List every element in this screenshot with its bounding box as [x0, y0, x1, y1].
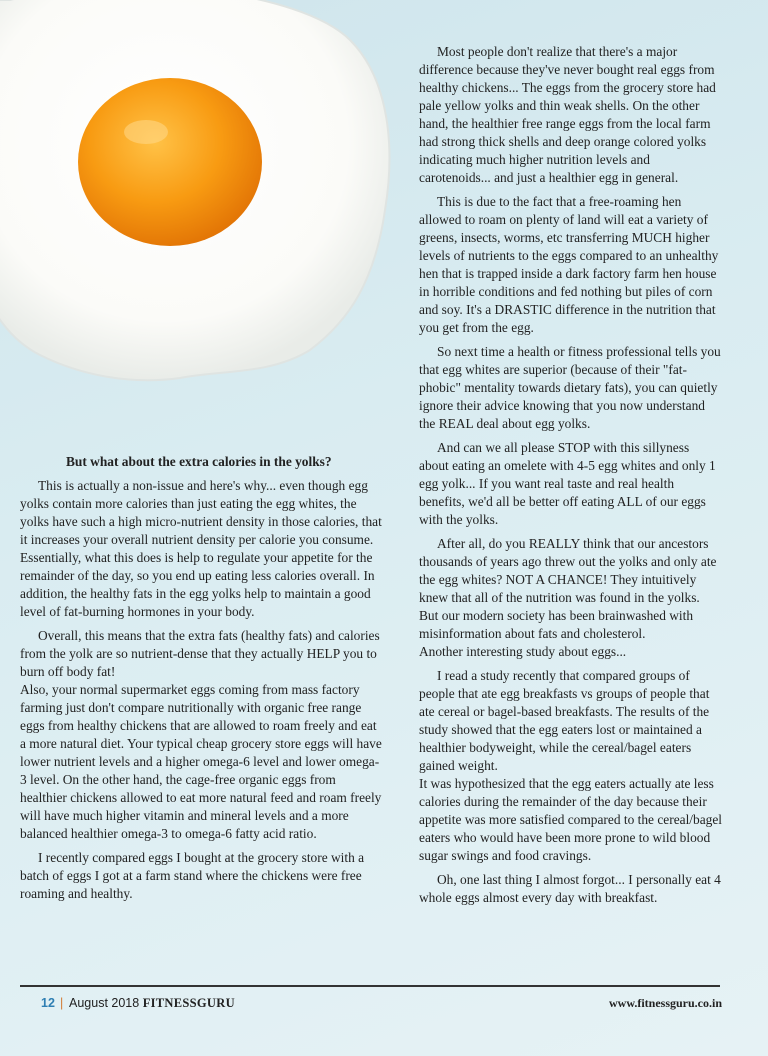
paragraph: This is due to the fact that a free-roaming hen allowed to roam on plenty of land will eat a variety of greens, insects, worms, etc transferring MUCH higher levels of nutrients to the eggs compared to an unhealthy hen that is trapped inside a dark factory farm hen house in horrible conditions and fed nothing but piles of corn and soy. It's a DRASTIC difference in the nutrition that you get from the egg. — [419, 194, 719, 335]
issue-info — [69, 996, 235, 1011]
egg-yolk — [78, 78, 262, 246]
paragraph: Overall, this means that the extra fats (healthy fats) and calories from the yolk are so nutrient-dense that they actually HELP you to burn off body fat! — [20, 628, 380, 679]
right-column — [419, 43, 722, 913]
left-column — [20, 453, 385, 909]
issue-date: August 2018 — [69, 996, 140, 1010]
paragraph: Oh, one last thing I almost forgot... I personally eat 4 whole eggs almost every day with breakfast. — [419, 872, 721, 905]
paragraph: After all, do you REALLY think that our ancestors thousands of years ago threw out the yolks and only ate the egg whites? NOT A CHANCE! They intuitively knew that all of the nutrition was found in the yolks. But our modern society has been brainwashed with misinformation about fats and cholesterol. — [419, 536, 717, 641]
subheading: Another interesting study about eggs... — [419, 644, 627, 659]
fried-egg-image — [0, 0, 410, 400]
paragraph: I recently compared eggs I bought at the grocery store with a batch of eggs I got at a farm stand where the chickens were free roaming and healthy. — [20, 850, 365, 901]
paragraph: Most people don't realize that there's a major difference because they've never bought real eggs from healthy chickens... The eggs from the grocery store had pale yellow yolks and thin weak shells. On the other hand, the healthier free range eggs from the local farm had strong thick shells and deep orange colored yolks indicating much higher nutrition levels and carotenoids... and just a healthier egg in general. — [419, 44, 716, 185]
paragraph: It was hypothesized that the egg eaters actually ate less calories during the remainder of the day because their appetite was more satisfied compared to the cereal/bagel eaters who would have been more prone to wild blood sugar swings and food cravings. — [419, 776, 723, 863]
paragraph: I read a study recently that compared groups of people that ate egg breakfasts vs groups of people that ate cereal or bagel-based breakfasts. The results of the study showed that the egg eaters lost or maintained a healthier bodyweight, while the cereal/bagel eaters gained weight. — [419, 668, 710, 773]
paragraph: This is actually a non-issue and here's why... even though egg yolks contain more calories than just eating the egg whites, the yolks have such a high micro-nutrient density in those calories, that it increases your overall nutrient density per calorie you consume. Essentially, what this does is help to regulate your appetite for the remainder of the day, so you end up eating less calories overall. In addition, the healthy fats in the egg yolks help to maintain a good level of fat-burning hormones in your body. — [20, 478, 382, 619]
paragraph: So next time a health or fitness professional tells you that egg whites are superior (because of their "fat-phobic" mentality towards dietary fats), you can quietly ignore their advice knowing that you now understand the REAL deal about egg yolks. — [419, 344, 721, 431]
section-heading: But what about the extra calories in the yolks? — [66, 454, 332, 469]
footer-divider — [20, 985, 720, 987]
paragraph: Also, your normal supermarket eggs coming from mass factory farming just don't compare nutritionally with organic free range eggs from healthy chickens that are allowed to roam freely and eat a more natural diet. Your typical cheap grocery store eggs will have lower nutrient levels and a higher omega-6 level and lower omega-3 level. On the other hand, the cage-free organic eggs from healthier chickens allowed to eat more natural feed and roam freely will have much higher vitamin and mineral levels and a more balanced healthier omega-3 to omega-6 fatty acid ratio. — [20, 682, 382, 841]
paragraph: And can we all please STOP with this sillyness about eating an omelete with 4-5 egg whites and only 1 egg yolk... If you want real taste and real health benefits, we'd all be better off eating ALL of our eggs with the yolks. — [419, 440, 716, 527]
footer-separator: | — [60, 996, 64, 1010]
page-footer — [20, 996, 720, 1016]
magazine-name: FITNESSGURU — [142, 996, 235, 1010]
website-url: www.fitnessguru.co.in — [608, 996, 722, 1010]
page-number: 12 — [41, 996, 55, 1010]
